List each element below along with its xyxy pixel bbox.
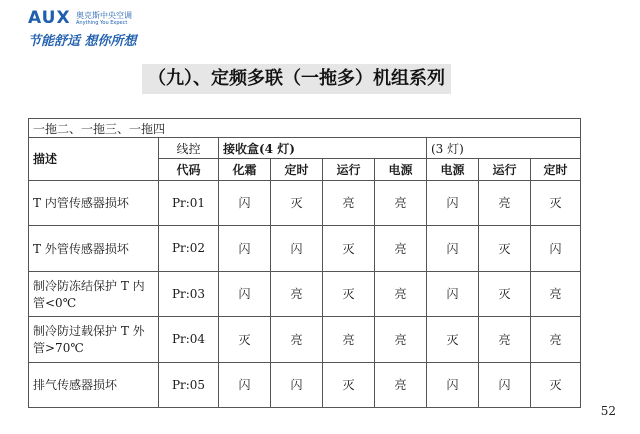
table-row [29, 317, 581, 362]
row-description: T 内管传感器损坏 [29, 180, 159, 225]
table-row [29, 180, 581, 225]
indicator-state: 亮 [375, 271, 427, 316]
indicator-state: 亮 [531, 317, 581, 362]
indicator-state: 亮 [375, 317, 427, 362]
indicator-state: 闪 [531, 226, 581, 271]
indicator-state: 闪 [271, 226, 323, 271]
page-title: （九）、定频多联（一拖多）机组系列 [142, 64, 451, 94]
page-number: 52 [600, 404, 616, 418]
indicator-state: 亮 [271, 271, 323, 316]
header-wired-controller: 线控 [159, 138, 219, 159]
indicator-state: 灭 [271, 180, 323, 225]
indicator-state: 灭 [219, 317, 271, 362]
indicator-state: 灭 [531, 180, 581, 225]
indicator-state: 亮 [271, 317, 323, 362]
header-col-3: 运行 [323, 159, 375, 180]
row-code: Pr:04 [159, 317, 219, 362]
indicator-state: 亮 [479, 180, 531, 225]
indicator-state: 闪 [219, 271, 271, 316]
row-code: Pr:02 [159, 226, 219, 271]
indicator-state: 闪 [427, 226, 479, 271]
indicator-state: 亮 [323, 180, 375, 225]
indicator-state: 闪 [427, 271, 479, 316]
row-code: Pr:05 [159, 362, 219, 408]
indicator-state: 灭 [323, 226, 375, 271]
row-code: Pr:03 [159, 271, 219, 316]
header-col-0: 代码 [159, 159, 219, 180]
logo-chinese-name: 奥克斯中央空调 [76, 11, 132, 20]
header-receiver-4-lights: 接收盒(4 灯) [219, 138, 427, 159]
table-row [29, 271, 581, 316]
indicator-state: 灭 [479, 271, 531, 316]
indicator-state: 闪 [427, 362, 479, 408]
indicator-state: 闪 [219, 362, 271, 408]
indicator-state: 灭 [427, 317, 479, 362]
table-row [29, 226, 581, 271]
indicator-state: 灭 [323, 362, 375, 408]
logo-wordmark: AUX [28, 8, 71, 28]
table-row [29, 362, 581, 408]
indicator-state: 闪 [219, 180, 271, 225]
brand-logo [28, 8, 188, 50]
indicator-state: 亮 [375, 226, 427, 271]
brand-slogan: 节能舒适 想你所想 [28, 34, 137, 49]
indicator-state: 亮 [531, 271, 581, 316]
error-code-table [28, 118, 581, 408]
indicator-state: 灭 [323, 271, 375, 316]
row-description: 排气传感器损坏 [29, 362, 159, 408]
header-col-5: 电源 [427, 159, 479, 180]
header-3-lights: (3 灯) [427, 138, 581, 159]
indicator-state: 亮 [479, 317, 531, 362]
header-col-7: 定时 [531, 159, 581, 180]
row-code: Pr:01 [159, 180, 219, 225]
indicator-state: 闪 [271, 362, 323, 408]
indicator-state: 闪 [219, 226, 271, 271]
row-description: 制冷防过载保护 T 外管>70℃ [29, 317, 159, 362]
row-description: 制冷防冻结保护 T 内管<0℃ [29, 271, 159, 316]
indicator-state: 亮 [323, 317, 375, 362]
indicator-state: 闪 [427, 180, 479, 225]
header-col-6: 运行 [479, 159, 531, 180]
header-description: 描述 [29, 138, 159, 180]
indicator-state: 亮 [375, 362, 427, 408]
header-col-2: 定时 [271, 159, 323, 180]
logo-english-tagline: Anything You Expect [76, 20, 128, 26]
row-description: T 外管传感器损坏 [29, 226, 159, 271]
indicator-state: 亮 [375, 180, 427, 225]
indicator-state: 灭 [531, 362, 581, 408]
indicator-state: 灭 [479, 226, 531, 271]
header-col-4: 电源 [375, 159, 427, 180]
indicator-state: 闪 [479, 362, 531, 408]
table-scope-label: 一拖二、一拖三、一拖四 [29, 119, 581, 138]
header-col-1: 化霜 [219, 159, 271, 180]
